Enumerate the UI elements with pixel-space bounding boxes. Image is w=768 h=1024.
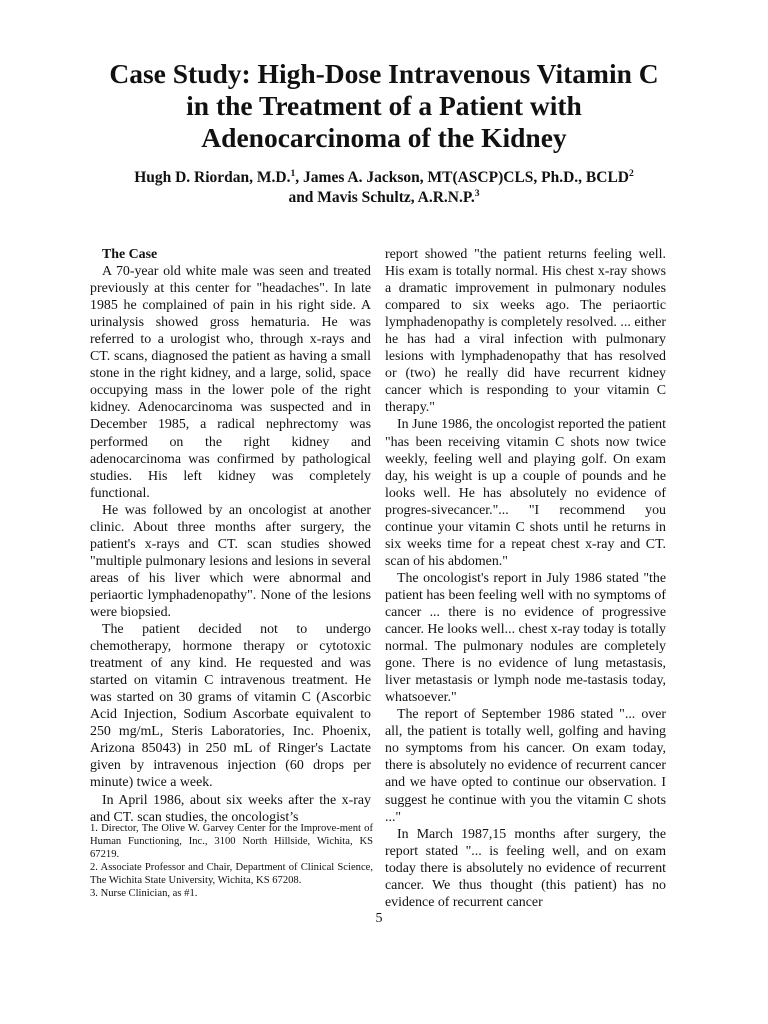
body-paragraph: The oncologist's report in July 1986 stated "the patient has been feeling well with no symptoms of cancer ... there is no evidence of progressive cancer. He looks well... chest x-ray today is totally normal. The pulmonary nodules are completely gone. There is no evidence of lung metastasis, liver metastasis or lymph node me-tastasis today, whatsoever." <box>385 570 666 706</box>
title-line-3: Adenocarcinoma of the Kidney <box>201 122 567 153</box>
section-heading: The Case <box>102 247 158 262</box>
title-line-2: in the Treatment of a Patient with <box>186 90 582 121</box>
footnote-1: 1. Director, The Olive W. Garvey Center for the Improve-ment of Human Functioning, Inc., 3100 North Hillside, Wichita, KS 67219. <box>90 823 373 861</box>
author-list <box>60 168 708 208</box>
author-2-name: , James A. Jackson, MT(ASCP)CLS, Ph.D., BCLD <box>295 169 630 186</box>
body-paragraph: report showed "the patient returns feeling well. His exam is totally normal. His chest x-ray shows a dramatic improvement in pulmonary nodules compared to six weeks ago. The periaortic lymphadenopathy is completely resolved. ... either he has had a viral infection with pulmonary lesions with lymphadenopathy that has resolved or (two) he really did have recurrent kidney cancer which is responding to your vitamin C therapy." <box>385 247 666 416</box>
author-1-name: Hugh D. Riordan, M.D. <box>134 169 291 186</box>
footnote-2: 2. Associate Professor and Chair, Department of Clinical Science, The Wichita State University, Wichita, KS 67208. <box>90 862 373 887</box>
author-line-2 <box>60 188 708 208</box>
body-paragraph: He was followed by an oncologist at another clinic. About three months after surgery, the patient's x-rays and CT. scan studies showed "multiple pulmonary lesions and lesions in several areas of his liver which were abnormal and periaortic lymphadenopathy". None of the lesions were biopsied. <box>90 502 371 620</box>
body-paragraph: In June 1986, the oncologist reported the patient "has been receiving vitamin C shots now twice weekly, feeling well and playing golf. On exam day, his weight is up a couple of pounds and he looks well. He has absolutely no evidence of progres-sivecancer."... "I recommend you continue your vitamin C shots until he returns in six weeks time for a repeat chest x-ray and CT. scan of his abdomen." <box>385 417 666 569</box>
footnote-3: 3. Nurse Clinician, as #1. <box>90 888 198 900</box>
body-paragraph: In March 1987,15 months after surgery, the report stated "... is feeling well, and on exam today there is absolutely no evidence of recurrent cancer. We thus thought (this patient) has no evidence of recurrent cancer <box>385 826 666 910</box>
body-paragraph: The patient decided not to undergo chemotherapy, hormone therapy or cytotoxic treatment of any kind. He requested and was started on vitamin C intravenous treatment. He was started on 30 grams of vitamin C (Ascorbic Acid Injection, Sodium Ascorbate equivalent to 250 mg/mL, Steris Laboratories, Inc. Phoenix, Arizona 85043) in 250 mL of Ringer's Lactate given by intravenous injection (60 drops per minute) twice a week. <box>90 622 371 791</box>
page-number: 5 <box>375 911 383 926</box>
author-line-1 <box>60 168 708 188</box>
article-title <box>60 58 708 154</box>
left-column <box>90 246 371 826</box>
author-2-affiliation: 2 <box>629 167 634 179</box>
body-paragraph: The report of September 1986 stated "... over all, the patient is totally well, golfing and having no symptoms from his cancer. On exam today, there is absolutely no evidence of recurrent cancer and we have opted to continue our observation. I suggest he continue with you the vitamin C shots ..." <box>385 707 666 825</box>
right-column <box>385 246 666 911</box>
author-3-name: and Mavis Schultz, A.R.N.P. <box>288 189 475 206</box>
body-paragraph: A 70-year old white male was seen and treated previously at this center for "headaches". In late 1985 he complained of pain in his right side. A urinalysis showed gross hematuria. He was referred to a urologist who, through x-rays and CT. scans, diagnosed the patient as having a small stone in the right kidney, and a large, solid, space occupying mass in the lower pole of the right kidney. Adenocarcinoma was suspected and in December 1985, a radical nephrectomy was performed on the right kidney and adenocarcinoma was confirmed by pathological studies. His left kidney was completely functional. <box>90 264 371 501</box>
body-paragraph: In April 1986, about six weeks after the x-ray and CT. scan studies, the oncologist’s <box>90 792 371 825</box>
title-line-1: Case Study: High-Dose Intravenous Vitamin C <box>109 58 659 89</box>
author-3-affiliation: 3 <box>474 187 480 199</box>
author-1-affiliation: 1 <box>290 167 296 179</box>
footnotes <box>90 822 373 901</box>
